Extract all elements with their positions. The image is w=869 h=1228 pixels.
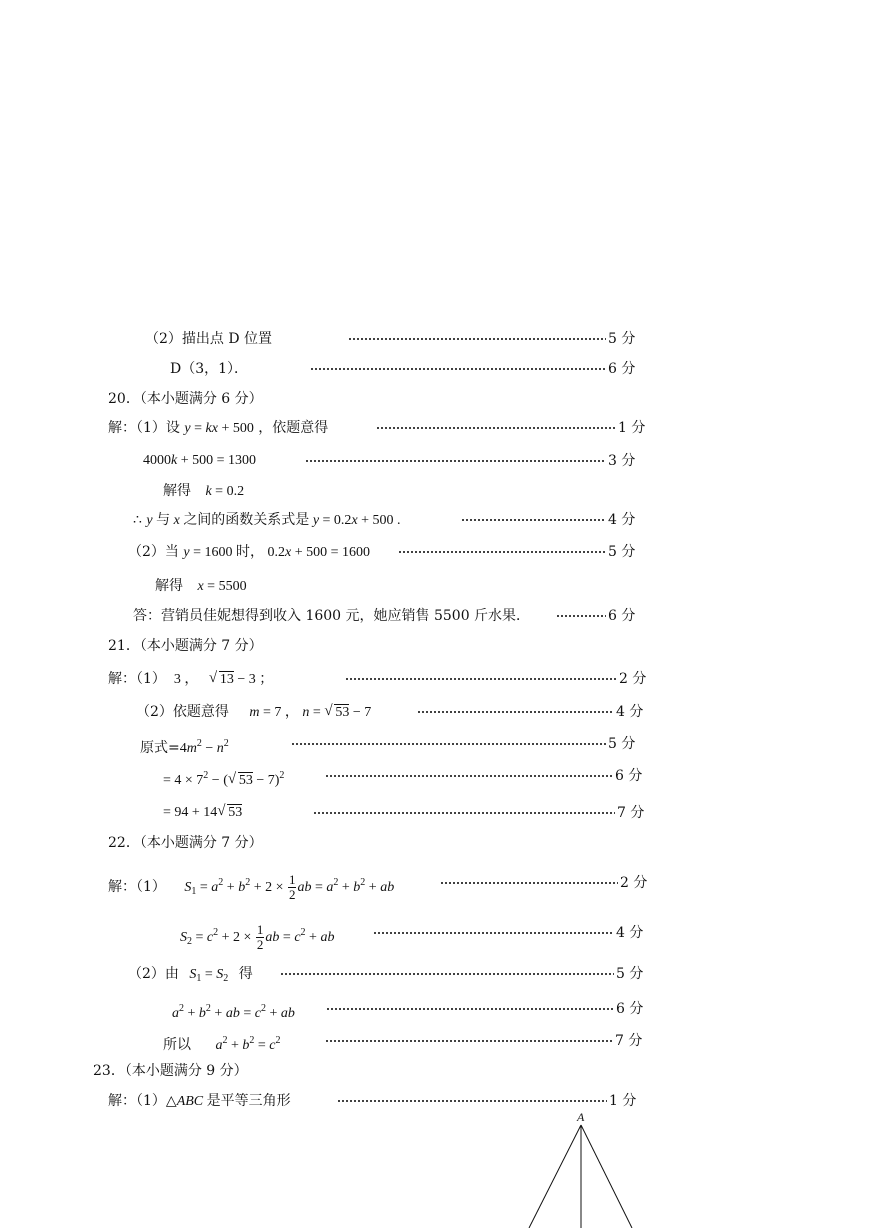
line-prefix: （2）由 [128, 966, 179, 982]
formula: $a^2 + b^2$ + ab = $c^2$ + ab [172, 1003, 295, 1021]
line-prefix: 解：（1） [108, 671, 166, 687]
score-label: 1 分 [618, 420, 646, 436]
score-label: 5 分 [616, 966, 644, 982]
leader-dots [291, 743, 606, 745]
leader-dots [325, 775, 613, 777]
formula: = $4 \times 7^2$ − ( √ 53 − 7)$^2$ [163, 770, 285, 788]
leader-dots [325, 1040, 613, 1042]
score-label: 4 分 [616, 704, 644, 720]
formula: y = 1600 时， 0.2x + 500 = 1600 [183, 545, 371, 560]
leader-dots [556, 615, 606, 617]
formula: $4m^2 - n^2$ [179, 738, 229, 756]
score-label: 4 分 [616, 925, 644, 941]
score-label: 2 分 [620, 875, 648, 891]
line-suffix: 得 [238, 966, 253, 982]
heading-text: 22．（本小题满分 7 分） [108, 835, 263, 851]
vertex-label-a: A [577, 1110, 585, 1124]
formula: 4000k + 500 = 1300 [143, 453, 257, 468]
line-prefix: （2）依题意得 [136, 704, 229, 720]
formula: $a^2 + b^2 = c^2$ [215, 1035, 281, 1053]
triangle-right-side [581, 1125, 632, 1228]
formula: y = kx + 500 [184, 421, 254, 436]
line-prefix: 解：（1） [108, 1093, 166, 1109]
formula: k = 0.2 [205, 484, 245, 499]
formula: y 与 x 之间的函数关系式是 y = 0.2x + 500 . [146, 513, 401, 528]
score-label: 6 分 [608, 608, 636, 624]
leader-dots [326, 1008, 614, 1010]
line-text: （2）描出点 D 位置 [145, 331, 273, 347]
score-label: 5 分 [608, 331, 636, 347]
score-label: 5 分 [608, 544, 636, 560]
triangle-figure [510, 1105, 650, 1228]
score-label: 3 分 [608, 453, 636, 469]
leader-dots [398, 551, 606, 553]
leader-dots [348, 338, 606, 340]
formula: = 94 + 14 √ 53 [163, 803, 243, 820]
leader-dots [337, 1100, 607, 1102]
heading-text: 21．（本小题满分 7 分） [108, 638, 263, 654]
line-prefix: 解得 [155, 578, 183, 594]
leader-dots [310, 368, 606, 370]
line-text: D（3，1）． [170, 361, 249, 377]
score-label: 7 分 [615, 1033, 643, 1049]
score-label: 7 分 [617, 805, 645, 821]
line-prefix: 解：（1）设 [108, 420, 180, 436]
triangle-left-side [529, 1125, 581, 1228]
line-prefix: 原式= [140, 740, 180, 756]
line-text: 答：营销员佳妮想得到收入 1600 元，她应销售 5500 斤水果． [133, 608, 531, 624]
line-prefix: 解：（1） [108, 879, 166, 895]
leader-dots [313, 812, 615, 814]
leader-dots [305, 460, 605, 462]
formula: m = 7 ， n = √ 53 − 7 [249, 703, 372, 720]
score-label: 1 分 [609, 1093, 637, 1109]
score-label: 5 分 [608, 736, 636, 752]
score-label: 6 分 [615, 768, 643, 784]
leader-dots [440, 882, 618, 884]
formula: x = 5500 [197, 579, 247, 594]
leader-dots [345, 678, 617, 680]
score-label: 2 分 [619, 671, 647, 687]
leader-dots [280, 973, 614, 975]
formula: △ABC 是平等三角形 [165, 1094, 291, 1109]
leader-dots [373, 932, 614, 934]
formula: $S_1 = a^2 + b^2 + 2$ × $\frac{1}{2}$ ab = $a^2 + b^2$ + ab [184, 872, 395, 903]
score-label: 6 分 [608, 361, 636, 377]
leader-dots [376, 427, 616, 429]
line-prefix: （2）当 [128, 544, 179, 560]
score-label: 6 分 [616, 1001, 644, 1017]
heading-text: 23．（本小题满分 9 分） [93, 1063, 248, 1079]
formula: $S_2 = c^2 + 2$ × $\frac{1}{2}$ ab = $c^2$ + ab [180, 922, 335, 953]
line-prefix: 所以 [163, 1037, 191, 1053]
heading-text: 20．（本小题满分 6 分） [108, 391, 263, 407]
line-prefix: 解得 [163, 483, 191, 499]
score-label: 4 分 [608, 512, 636, 528]
line-suffix: ，依题意得 [258, 420, 329, 436]
leader-dots [461, 519, 606, 521]
formula: 3 ， √ 13 − 3 ； [170, 670, 274, 687]
leader-dots [417, 711, 614, 713]
therefore-symbol: ∴ [133, 512, 142, 528]
formula: $S_1 = S_2$ [189, 967, 229, 984]
